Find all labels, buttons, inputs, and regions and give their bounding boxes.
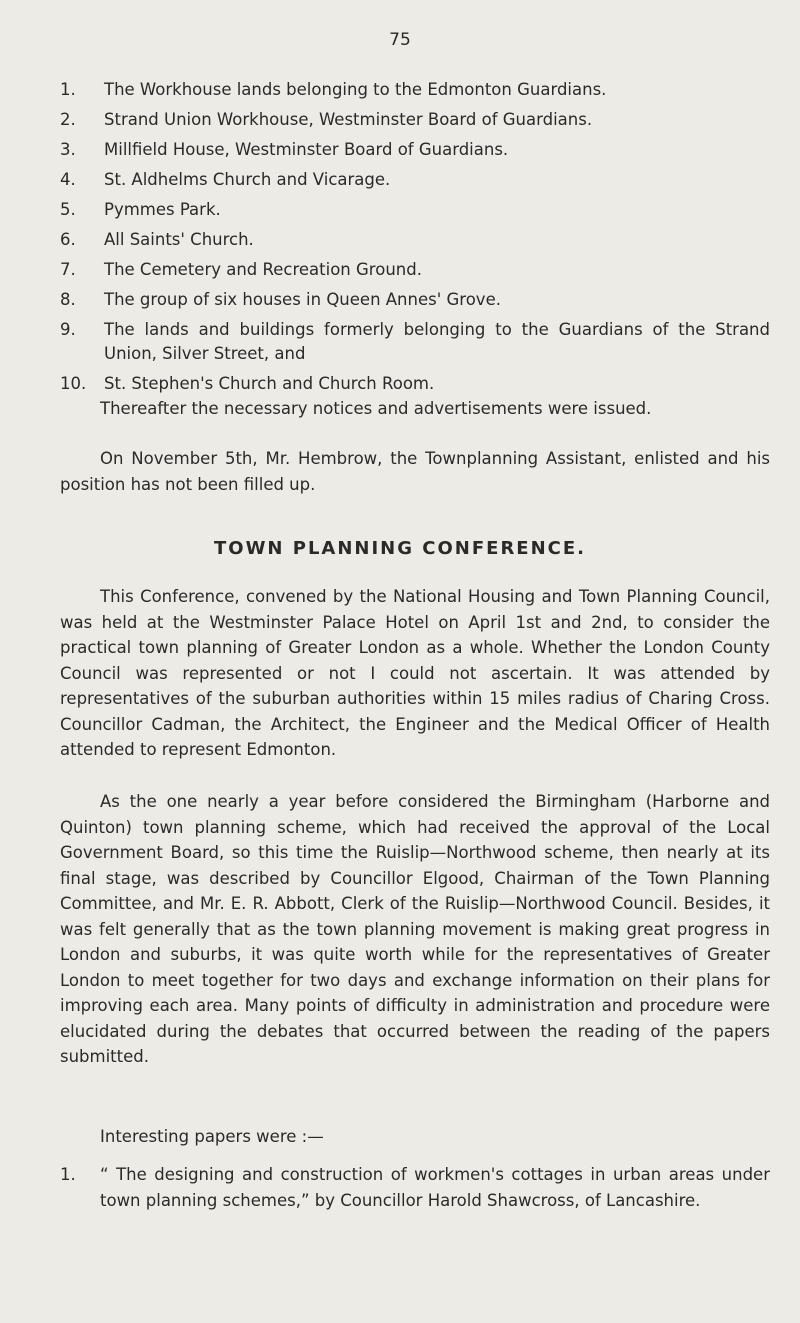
paragraph-notices: Thereafter the necessary notices and advertisements were issued. [100,399,652,418]
list-item-text: The Workhouse lands belonging to the Edmonton Guardians. [104,80,607,99]
list-item-number: 7. [60,260,76,279]
list-item-text: Strand Union Workhouse, Westminster Board of Guardians. [104,110,593,129]
list-item-number: 10. [60,374,87,393]
list-item [60,228,770,252]
list-item-text: Millfield House, Westminster Board of Guardians. [104,140,509,159]
list-item [60,1162,770,1213]
list-item-text: The Cemetery and Recreation Ground. [104,260,422,279]
list-item [60,108,770,132]
list-item [60,168,770,192]
list-item-number: 2. [60,110,76,129]
list-item-number: 3. [60,140,76,159]
list-item-number: 4. [60,170,76,189]
lands-list [60,78,770,402]
paragraph-interesting-papers: Interesting papers were :— [100,1127,324,1146]
list-item [60,318,770,366]
list-item-number: 1. [60,80,76,99]
list-item-text: Pymmes Park. [104,200,221,219]
list-item-text: St. Aldhelms Church and Vicarage. [104,170,391,189]
list-item-number: 5. [60,200,76,219]
list-item [60,372,770,396]
list-item [60,138,770,162]
list-item-text: The lands and buildings formerly belonging to the Guardians of the Strand Union, Silver Street, and [104,320,770,363]
list-item-number: 9. [60,320,76,339]
papers-list [60,1162,770,1213]
list-item [60,78,770,102]
page-number: 75 [389,30,411,50]
list-item-number: 8. [60,290,76,309]
list-item-text: St. Stephen's Church and Church Room. [104,374,435,393]
list-item [60,198,770,222]
list-item-text: The group of six houses in Queen Annes' Grove. [104,290,501,309]
list-item-number: 6. [60,230,76,249]
list-item-text: All Saints' Church. [104,230,254,249]
list-item [60,288,770,312]
section-heading: TOWN PLANNING CONFERENCE. [213,538,587,559]
paragraph-hembrow: On November 5th, Mr. Hembrow, the Townplanning Assistant, enlisted and his position has not been filled up. [60,449,770,494]
paragraph-birmingham: As the one nearly a year before considered the Birmingham (Harborne and Quinton) town planning scheme, which had received the approval of the Local Government Board, so this time the Ruislip—Northwood scheme, then nearly at its final stage, was described by Councillor Elgood, Chairman of the Town Planning Committee, and Mr. E. R. Abbott, Clerk of the Ruislip—Northwood Council. Besides, it was felt generally that as the town planning movement is making great progress in London and suburbs, it was quite worth while for the representatives of Greater London to meet together for two days and exchange information on their plans for improving each area. Many points of difficulty in administration and procedure were elucidated during the debates that occurred between the reading of the papers submitted. [60,792,770,1066]
paragraph-conference: This Conference, convened by the National Housing and Town Planning Council, was held at the Westminster Palace Hotel on April 1st and 2nd, to consider the practical town planning of Greater London as a whole. Whether the London County Council was represented or not I could not ascertain. It was attended by representatives of the suburban authorities within 15 miles radius of Charing Cross. Councillor Cadman, the Architect, the Engineer and the Medical Officer of Health attended to represent Edmonton. [60,587,770,759]
list-item-number: 1. [60,1165,76,1184]
list-item [60,258,770,282]
list-item-text: “ The designing and construction of workmen's cottages in urban areas under town planning schemes,” by Councillor Harold Shawcross, of Lancashire. [100,1165,770,1210]
